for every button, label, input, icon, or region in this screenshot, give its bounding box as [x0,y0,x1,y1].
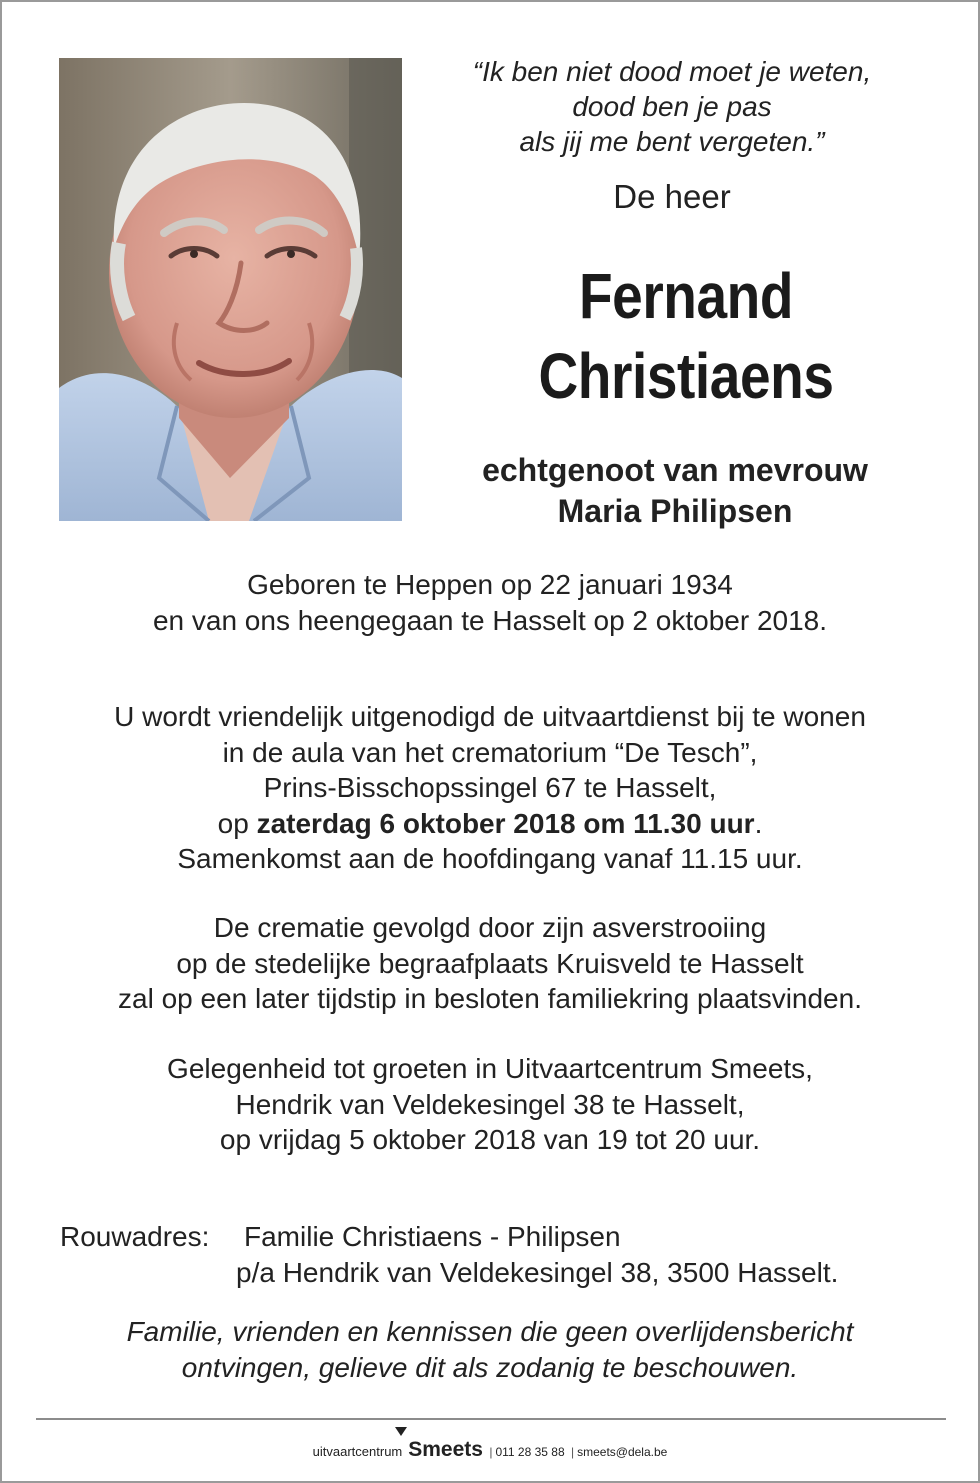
death-line: en van ons heengegaan te Hasselt op 2 oktober 2018. [152,604,828,636]
invitation-date: zaterdag 6 oktober 2018 om 11.30 uur [256,807,755,839]
closing-note [2,1314,978,1385]
invitation-date-prefix: op [217,807,257,839]
greetings-line: Gelegenheid tot groeten in Uitvaartcentrum Smeets, [167,1053,813,1084]
salutation: De heer [613,178,731,215]
invitation-date-line [2,806,978,842]
portrait-illustration [59,58,402,521]
footer [2,1438,978,1462]
mourning-address [60,1219,838,1290]
footer-separator: | [489,1445,493,1459]
quote-line: “Ik ben niet dood moet je weten, [472,56,872,87]
greetings-line: op vrijdag 5 oktober 2018 van 19 tot 20 uur. [219,1124,761,1155]
funeral-invitation [2,699,978,877]
quote-line: als jij me bent vergeten.” [519,126,825,157]
invitation-line: Samenkomst aan de hoofdingang vanaf 11.15 uur. [177,843,803,874]
first-name: Fernand [578,260,794,332]
spouse-line: echtgenoot van mevrouw [482,452,868,488]
quote [402,54,942,159]
cremation-line: op de stedelijke begraafplaats Kruisveld te Hasselt [176,947,804,979]
invitation-line: in de aula van het crematorium “De Tesch”, [222,736,758,768]
portrait-photo [59,58,402,521]
brand-prefix: uitvaartcentrum [312,1444,403,1459]
closing-note-line: ontvingen, gelieve dit als zodanig te beschouwen. [181,1351,799,1383]
footer-phone: 011 28 35 88 [495,1445,565,1459]
footer-divider [36,1418,946,1420]
last-name: Christiaens [538,340,834,412]
mourning-address-label: Rouwadres: [60,1221,210,1252]
cremation-line: zal op een later tijdstip in besloten familiekring plaatsvinden. [118,983,862,1014]
invitation-line: Prins-Bisschopssingel 67 te Hasselt, [263,772,717,803]
cremation-info [2,910,978,1017]
spouse-name: Maria Philipsen [557,493,793,529]
closing-note-line: Familie, vrienden en kennissen die geen overlijdensbericht [126,1316,854,1347]
mourning-address-line: Familie Christiaens - Philipsen [244,1221,621,1252]
greetings-info [2,1051,978,1158]
invitation-line: U wordt vriendelijk uitgenodigd de uitvaartdienst bij te wonen [114,701,866,732]
quote-line: dood ben je pas [572,91,772,122]
triangle-down-icon [395,1427,407,1436]
cremation-line: De crematie gevolgd door zijn asverstrooiing [213,912,767,943]
birth-line: Geboren te Heppen op 22 januari 1934 [247,569,733,600]
spouse-info [402,450,948,532]
footer-separator: | [570,1445,575,1459]
invitation-date-suffix: . [754,807,763,839]
deceased-name [442,256,930,416]
greetings-line: Hendrik van Veldekesingel 38 te Hasselt, [235,1088,745,1120]
mourning-address-line: p/a Hendrik van Veldekesingel 38, 3500 Hasselt. [236,1256,839,1288]
footer-email: smeets@dela.be [577,1445,668,1459]
brand-logo: Smeets [408,1438,483,1461]
birth-death-info [2,567,978,638]
